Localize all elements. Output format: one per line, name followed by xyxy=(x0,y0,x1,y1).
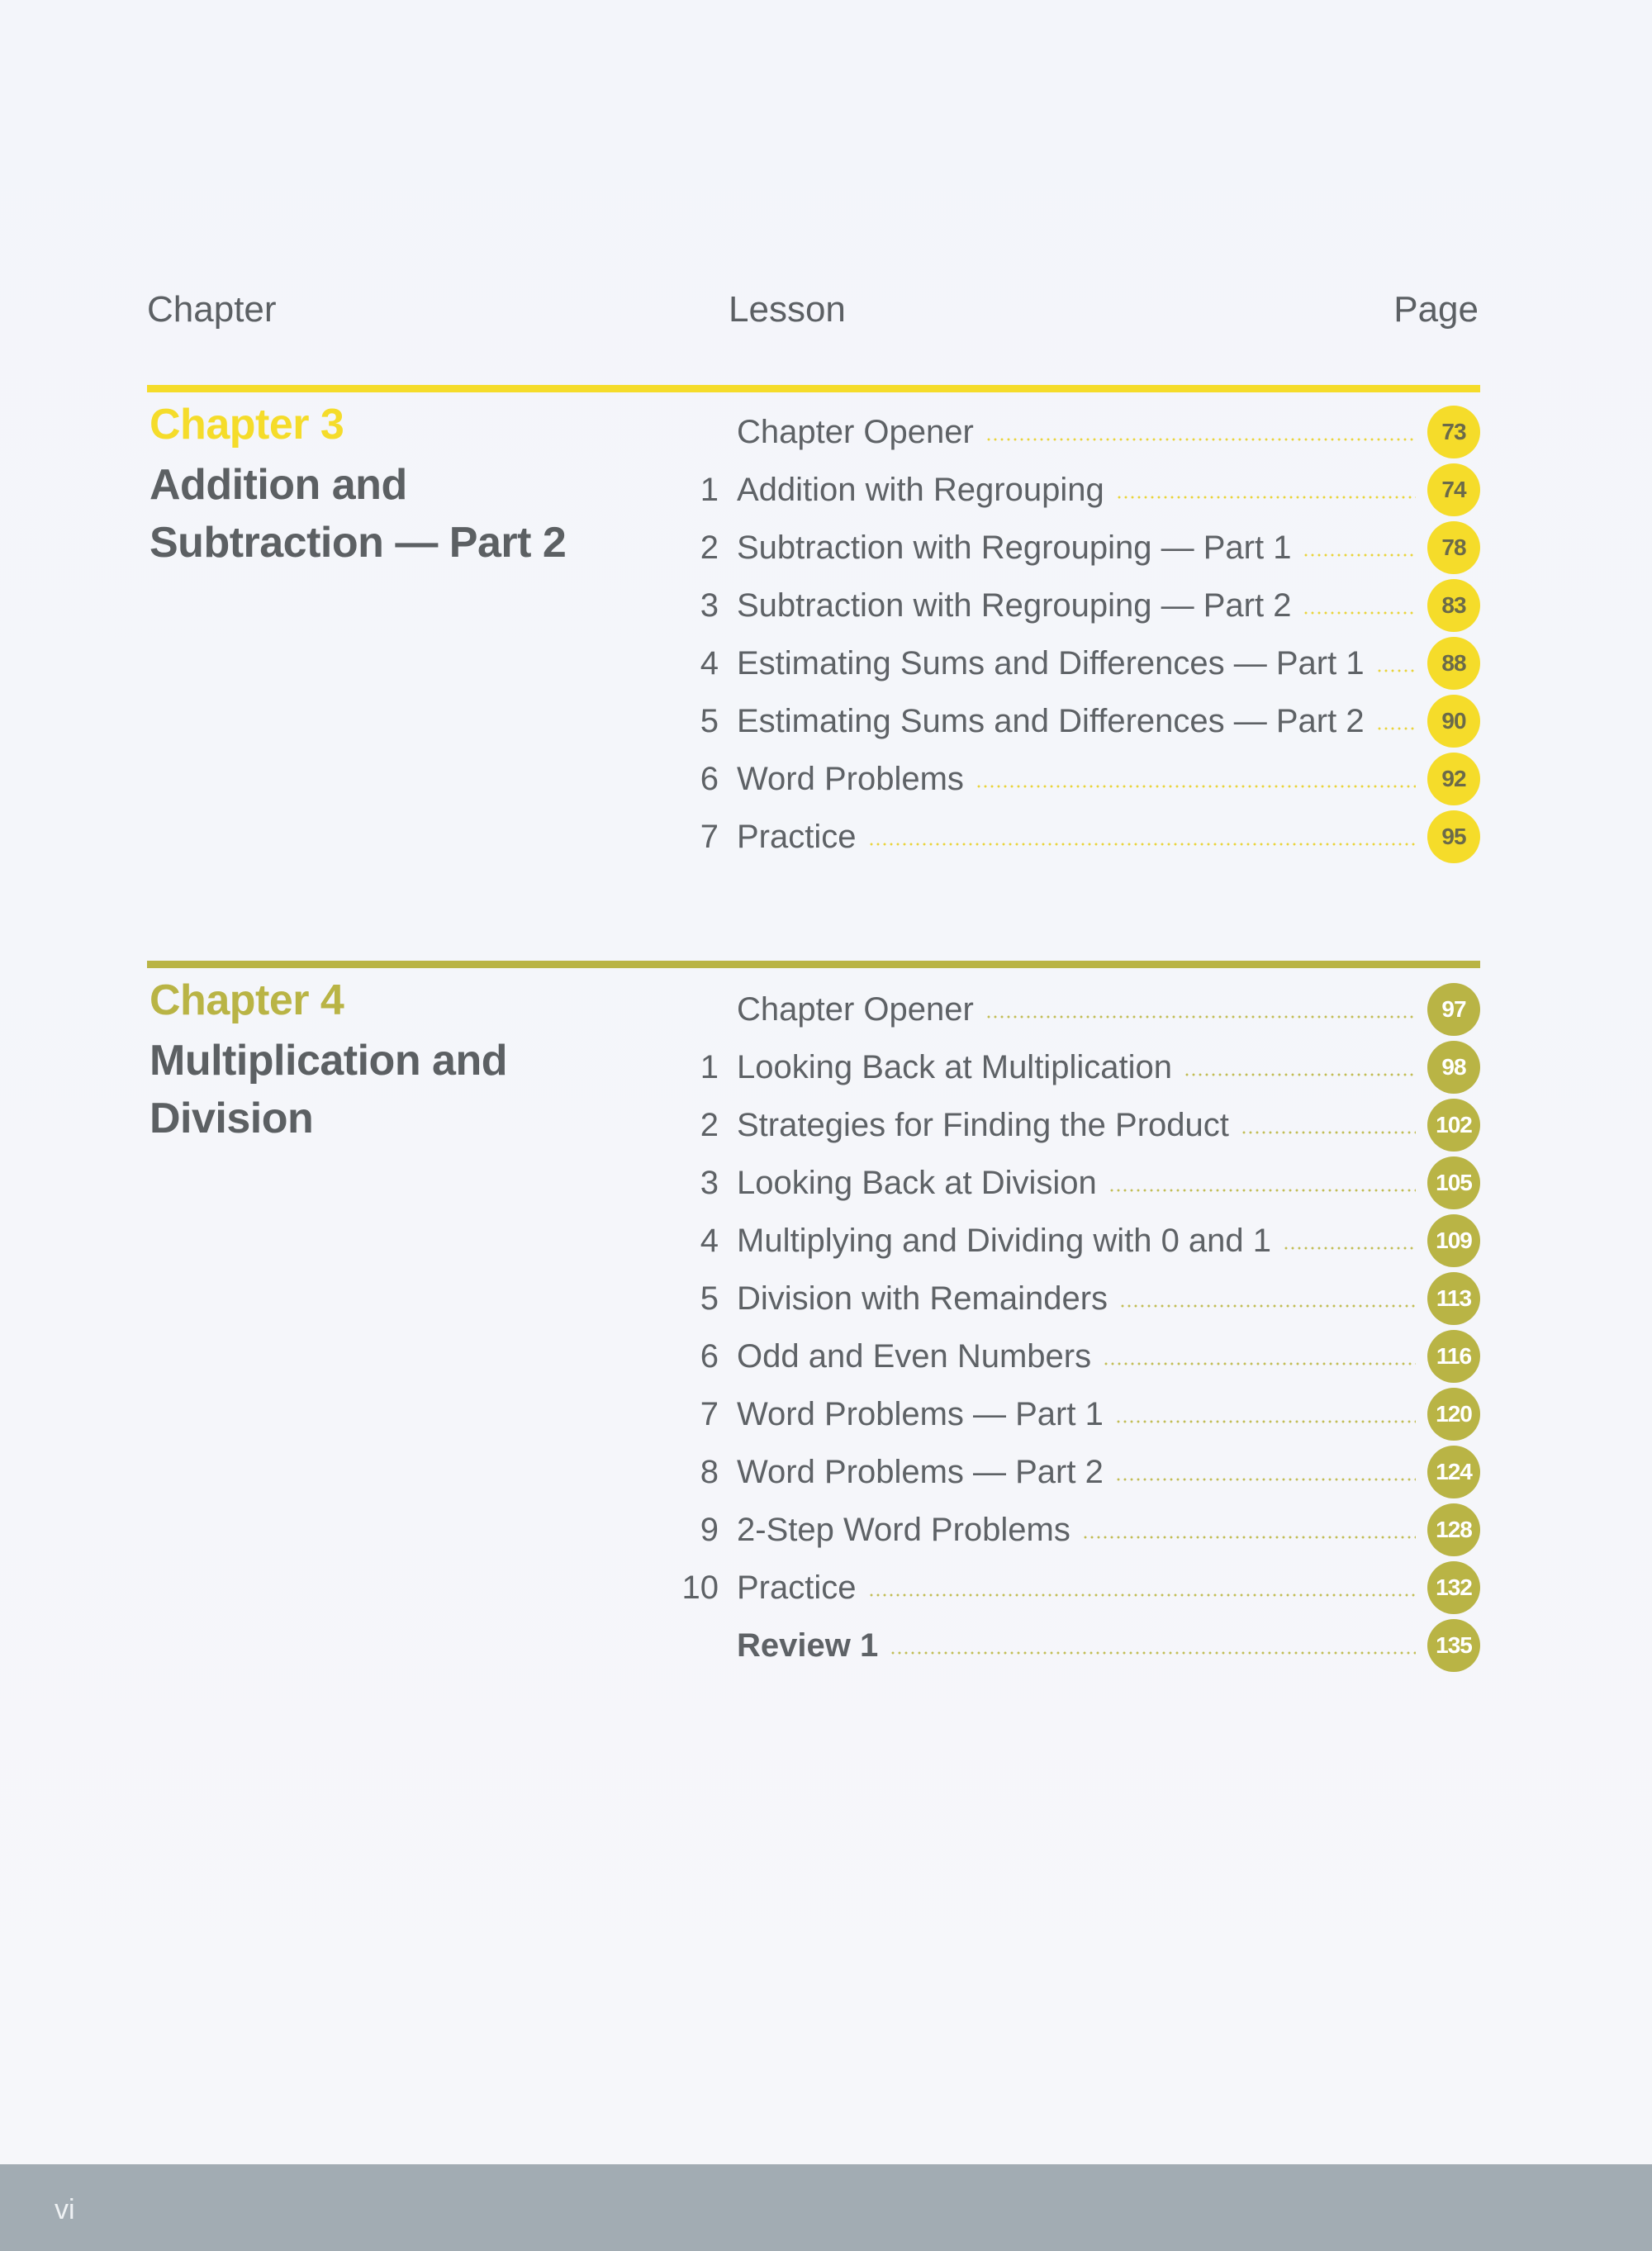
lesson-number: 10 xyxy=(681,1569,719,1606)
lesson-title: Subtraction with Regrouping — Part 1 xyxy=(737,529,1292,566)
dot-leader xyxy=(1303,611,1416,615)
page-badge[interactable]: 135 xyxy=(1427,1619,1480,1672)
lesson-row[interactable] xyxy=(667,692,1480,750)
lesson-title: Multiplying and Dividing with 0 and 1 xyxy=(737,1222,1272,1259)
page-badge[interactable]: 128 xyxy=(1427,1503,1480,1556)
review-title: Review 1 xyxy=(737,1627,879,1664)
dot-leader xyxy=(1103,1362,1416,1365)
dot-leader xyxy=(1116,496,1416,499)
lesson-title: Practice xyxy=(737,1569,857,1606)
dot-leader xyxy=(868,843,1417,846)
chapter-4-divider xyxy=(147,961,1480,968)
dot-leader xyxy=(1119,1304,1416,1308)
page-badge[interactable]: 95 xyxy=(1427,810,1480,863)
review-row[interactable] xyxy=(667,1617,1480,1674)
lesson-row[interactable] xyxy=(667,1443,1480,1501)
page-badge[interactable]: 132 xyxy=(1427,1561,1480,1614)
chapter-3-title: Addition and Subtraction — Part 2 xyxy=(150,461,567,567)
page-badge[interactable]: 109 xyxy=(1427,1214,1480,1267)
lesson-row[interactable] xyxy=(667,1559,1480,1617)
page-badge[interactable]: 74 xyxy=(1427,463,1480,516)
lesson-title: Looking Back at Multiplication xyxy=(737,1048,1172,1085)
lesson-title: Word Problems — Part 1 xyxy=(737,1395,1104,1432)
dot-leader xyxy=(1184,1073,1416,1076)
lesson-row[interactable] xyxy=(667,1154,1480,1212)
lesson-row[interactable] xyxy=(667,1270,1480,1327)
page-badge[interactable]: 120 xyxy=(1427,1388,1480,1441)
header-chapter: Chapter xyxy=(147,289,277,330)
dot-leader xyxy=(1115,1420,1416,1423)
lesson-row[interactable] xyxy=(667,1327,1480,1385)
lesson-title: Chapter Opener xyxy=(737,413,974,450)
lesson-row[interactable] xyxy=(667,1385,1480,1443)
page-badge[interactable]: 78 xyxy=(1427,521,1480,574)
lesson-row[interactable] xyxy=(667,461,1480,519)
page-badge[interactable]: 73 xyxy=(1427,406,1480,458)
page-badge[interactable]: 92 xyxy=(1427,753,1480,805)
dot-leader xyxy=(976,785,1416,788)
dot-leader xyxy=(1376,669,1416,672)
lesson-row[interactable] xyxy=(667,1096,1480,1154)
dot-leader xyxy=(1241,1131,1416,1134)
chapter-3-section xyxy=(147,385,1480,864)
lesson-number: 3 xyxy=(700,1164,719,1201)
lesson-title: 2-Step Word Problems xyxy=(737,1511,1070,1548)
lesson-row[interactable] xyxy=(667,808,1480,866)
lesson-title: Subtraction with Regrouping — Part 2 xyxy=(737,586,1292,624)
lesson-number: 6 xyxy=(700,1337,719,1375)
lesson-number: 2 xyxy=(700,1106,719,1143)
lesson-title: Odd and Even Numbers xyxy=(737,1337,1092,1375)
page-badge[interactable]: 105 xyxy=(1427,1156,1480,1209)
dot-leader xyxy=(890,1651,1416,1655)
lesson-number: 7 xyxy=(700,818,719,855)
lesson-title: Division with Remainders xyxy=(737,1280,1108,1317)
lesson-row[interactable] xyxy=(667,1212,1480,1270)
page-badge[interactable]: 83 xyxy=(1427,579,1480,632)
page-badge[interactable]: 90 xyxy=(1427,695,1480,748)
dot-leader xyxy=(985,438,1416,441)
dot-leader xyxy=(1376,727,1416,730)
header-page: Page xyxy=(1393,289,1479,330)
dot-leader xyxy=(1303,553,1416,557)
lesson-number: 5 xyxy=(700,1280,719,1317)
lesson-title: Estimating Sums and Differences — Part 1 xyxy=(737,644,1365,681)
lesson-number: 4 xyxy=(700,1222,719,1259)
dot-leader xyxy=(1115,1478,1416,1481)
lesson-title: Strategies for Finding the Product xyxy=(737,1106,1229,1143)
lesson-number: 9 xyxy=(700,1511,719,1548)
page-badge[interactable]: 124 xyxy=(1427,1446,1480,1498)
lesson-title: Looking Back at Division xyxy=(737,1164,1097,1201)
lesson-title: Addition with Regrouping xyxy=(737,471,1104,508)
page-badge[interactable]: 97 xyxy=(1427,983,1480,1036)
lesson-title: Practice xyxy=(737,818,857,855)
chapter-4-label: Chapter 4 xyxy=(150,976,344,1024)
lesson-number: 1 xyxy=(700,471,719,508)
dot-leader xyxy=(985,1015,1416,1019)
lesson-row[interactable] xyxy=(667,403,1480,461)
page-badge[interactable]: 88 xyxy=(1427,637,1480,690)
lesson-row[interactable] xyxy=(667,750,1480,808)
page-badge[interactable]: 116 xyxy=(1427,1330,1480,1383)
lesson-number: 8 xyxy=(700,1453,719,1490)
lesson-title: Chapter Opener xyxy=(737,990,974,1028)
page-footer xyxy=(0,2164,1652,2251)
lesson-title: Word Problems xyxy=(737,760,964,797)
lesson-row[interactable] xyxy=(667,519,1480,577)
dot-leader xyxy=(1108,1189,1416,1192)
lesson-title: Estimating Sums and Differences — Part 2 xyxy=(737,702,1365,739)
chapter-3-label: Chapter 3 xyxy=(150,401,344,449)
lesson-number: 2 xyxy=(700,529,719,566)
lesson-number: 6 xyxy=(700,760,719,797)
page-badge[interactable]: 113 xyxy=(1427,1272,1480,1325)
lesson-number: 4 xyxy=(700,644,719,681)
lesson-number: 7 xyxy=(700,1395,719,1432)
lesson-row[interactable] xyxy=(667,1501,1480,1559)
lesson-row[interactable] xyxy=(667,577,1480,634)
page-number: vi xyxy=(55,2194,75,2225)
lesson-number: 3 xyxy=(700,586,719,624)
header-lesson: Lesson xyxy=(729,289,846,330)
chapter-4-title: Multiplication and Division xyxy=(150,1037,507,1142)
lesson-number: 5 xyxy=(700,702,719,739)
dot-leader xyxy=(1283,1247,1416,1250)
lesson-number: 1 xyxy=(700,1048,719,1085)
lesson-row[interactable] xyxy=(667,634,1480,692)
column-headers xyxy=(147,289,1479,347)
lesson-row[interactable] xyxy=(667,981,1480,1038)
chapter-4-section xyxy=(147,961,1480,1688)
lesson-row[interactable] xyxy=(667,1038,1480,1096)
dot-leader xyxy=(1082,1536,1416,1539)
page-badge[interactable]: 98 xyxy=(1427,1041,1480,1094)
dot-leader xyxy=(868,1593,1417,1597)
page-badge[interactable]: 102 xyxy=(1427,1099,1480,1152)
chapter-3-divider xyxy=(147,385,1480,392)
lesson-title: Word Problems — Part 2 xyxy=(737,1453,1104,1490)
